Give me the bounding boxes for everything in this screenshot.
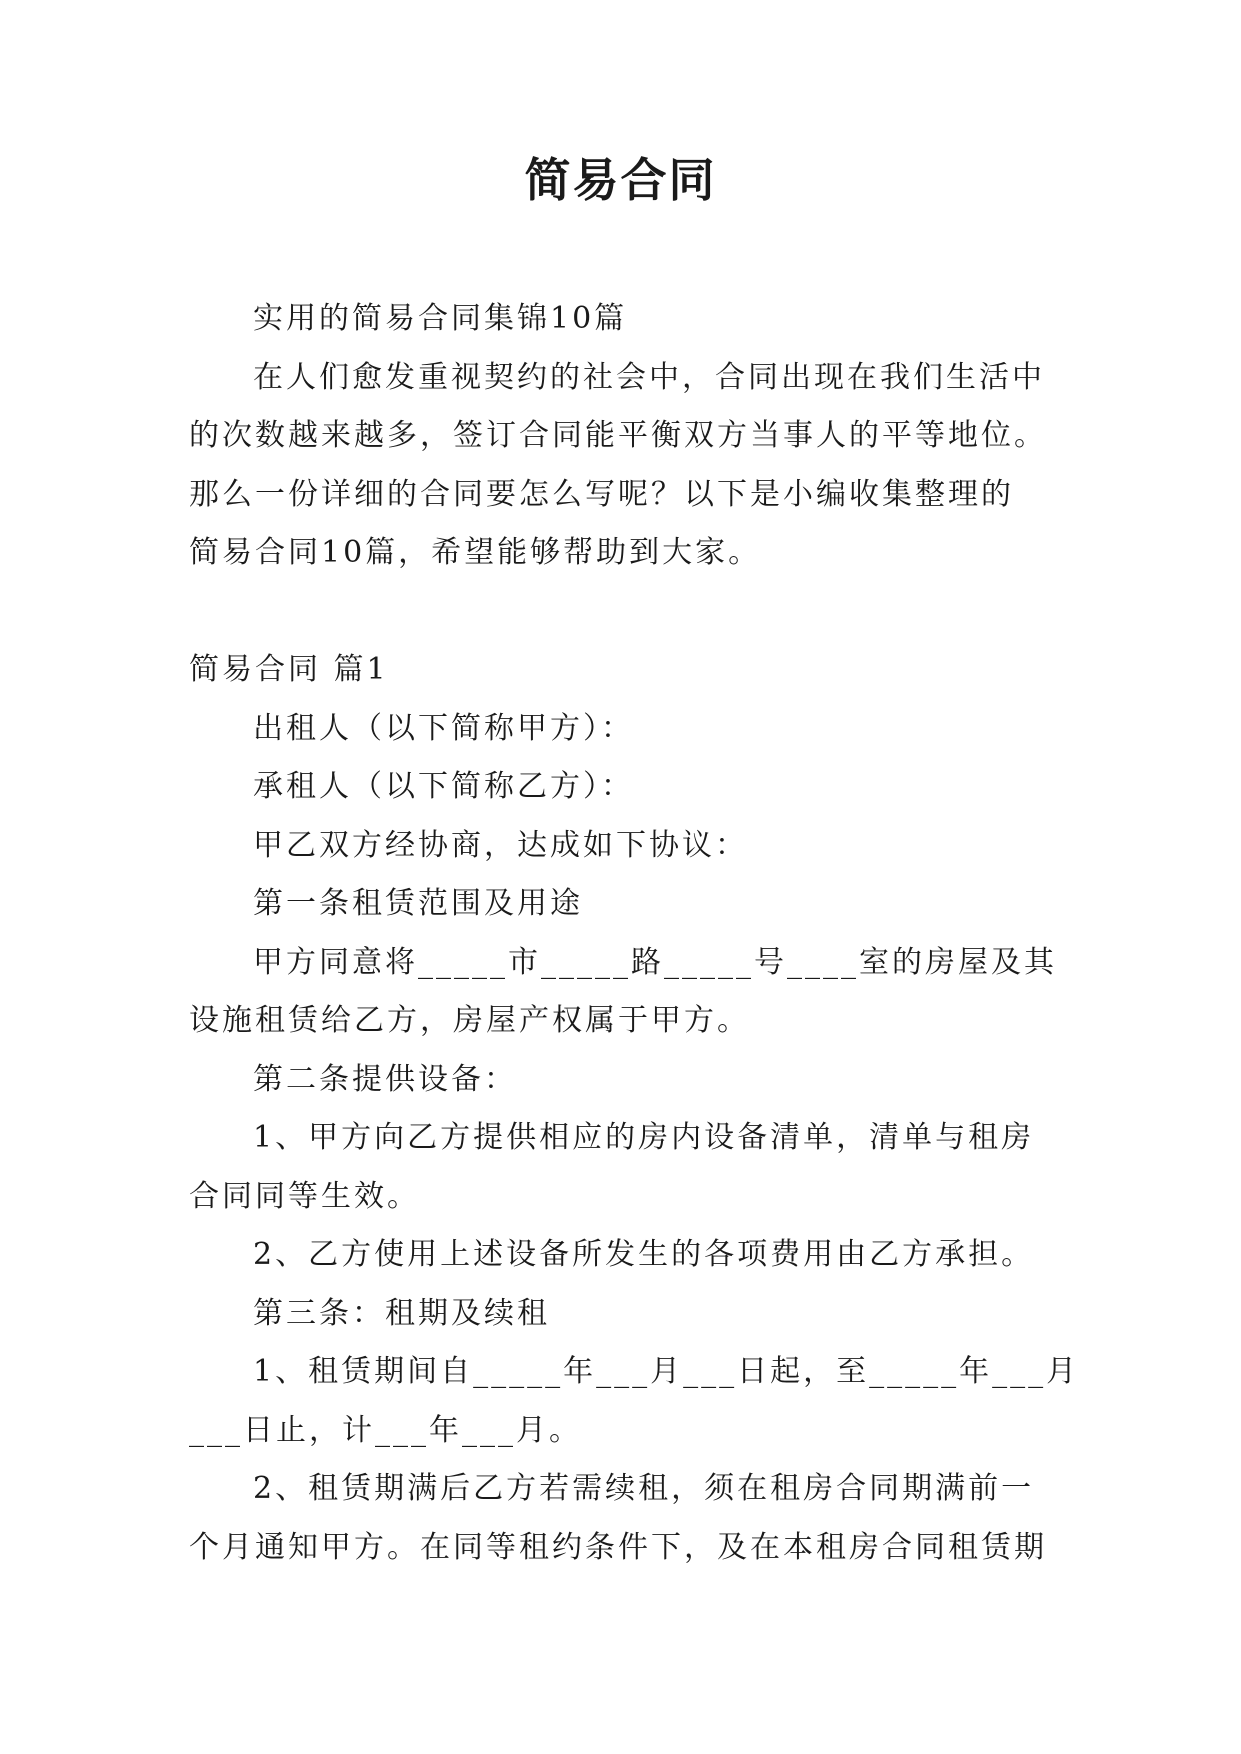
text-line: 出租人（以下简称甲方）：: [253, 710, 634, 746]
blank-line: [189, 583, 1079, 642]
text-line: 的次数越来越多，签订合同能平衡双方当事人的平等地位。: [189, 418, 1047, 453]
text-line: 合同同等生效。: [189, 1178, 420, 1214]
text-line: 承租人（以下简称乙方）：: [253, 769, 634, 804]
clause-heading: 第二条提供设备：: [253, 1061, 517, 1097]
document-title: 简易合同: [524, 153, 717, 207]
text-line: 简易合同10篇，希望能够帮助到大家。: [189, 535, 762, 570]
text-line: 甲乙双方经协商，达成如下协议：: [253, 827, 748, 863]
clause-heading: 第一条租赁范围及用途: [253, 886, 583, 921]
text-line: 那么一份详细的合同要怎么写呢？以下是小编收集整理的: [189, 476, 1014, 512]
clause-heading: 第三条：租期及续租: [253, 1295, 550, 1331]
text-line: 设施租赁给乙方，房屋产权属于甲方。: [189, 1003, 750, 1038]
text-line: ___日止，计___年___月。: [189, 1412, 582, 1448]
text-line: 在人们愈发重视契约的社会中，合同出现在我们生活中: [253, 359, 1045, 395]
text-line: 2、租赁期满后乙方若需续租，须在租房合同期满前一: [253, 1471, 1035, 1506]
text-line: 个月通知甲方。在同等租约条件下，及在本租房合同租赁期: [189, 1529, 1047, 1565]
text-line: 甲方同意将_____市_____路_____号____室的房屋及其: [253, 944, 1057, 980]
text-line: 1、甲方向乙方提供相应的房内设备清单，清单与租房: [253, 1120, 1035, 1155]
document-body: [189, 290, 1079, 1577]
text-line: 实用的简易合同集锦10篇: [253, 301, 628, 336]
text-line: 1、租赁期间自_____年___月___日起，至_____年___月: [253, 1354, 1080, 1389]
text-line: 2、乙方使用上述设备所发生的各项费用由乙方承担。: [253, 1237, 1035, 1272]
section-heading: 简易合同 篇1: [189, 652, 389, 687]
